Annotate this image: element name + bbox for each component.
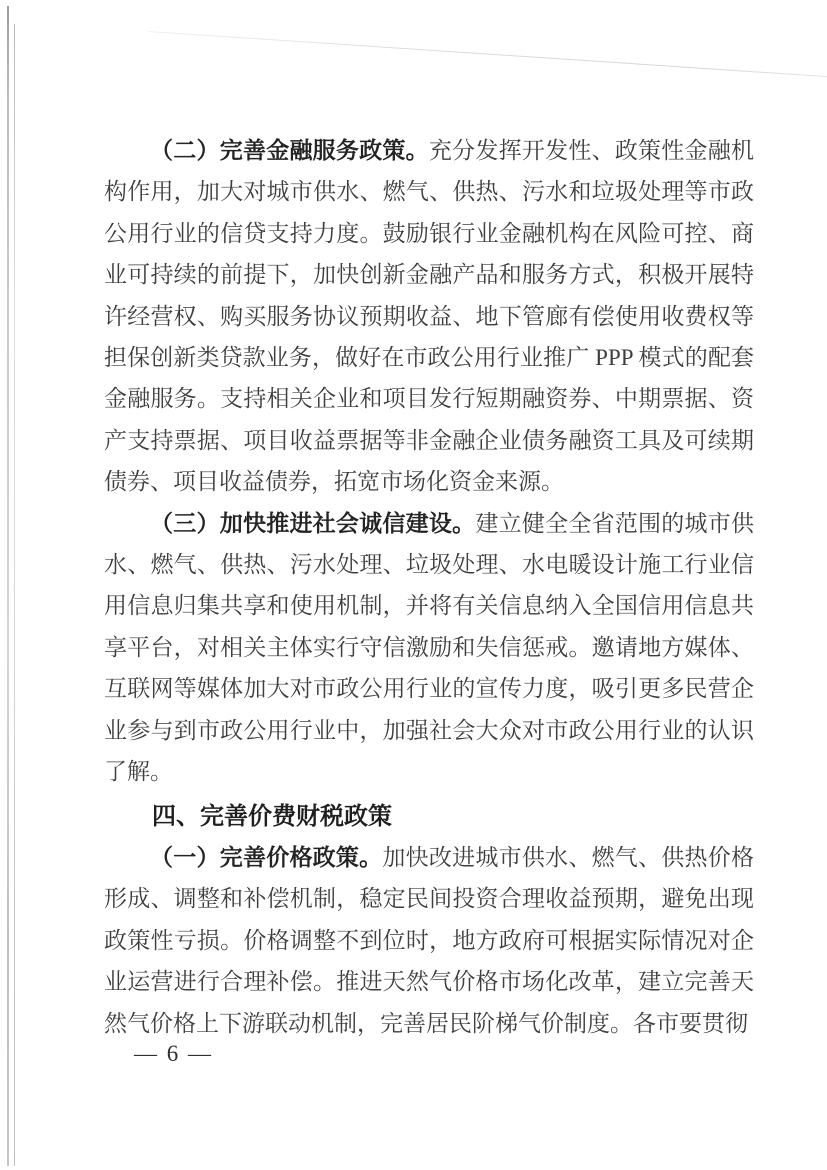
paragraph-lead-financial-services: （二）完善金融服务政策。 xyxy=(150,138,429,163)
paragraph-text-social-credit: 建立健全全省范围的城市供水、燃气、供热、污水处理、垃圾处理、水电暖设计施工行业信用信息归集共享和使用机制，并将有关信息纳入全国信用信息共享平台，对相关主体实行守信激励和失信惩戒。邀请地方媒体、互联网等媒体加大对市政公用行业的宣传力度，吸引更多民营企业参与到市政公用行业中，加强社会大众对市政公用行业的认识了解。 xyxy=(104,510,755,785)
paragraph-financial-services-policy xyxy=(104,130,754,503)
scan-edge-line-left-outer xyxy=(7,6,9,1166)
paragraph-text-price-policy: 加快改进城市供水、燃气、供热价格形成、调整和补偿机制，稳定民间投资合理收益预期，避免出现政策性亏损。价格调整不到位时，地方政府可根据实际情况对企业运营进行合理补偿。推进天然气价格市场化改革，建立完善天然气价格上下游联动机制，完善居民阶梯气价制度。各市要贯彻 xyxy=(104,844,755,1036)
paragraph-lead-price-policy: （一）完善价格政策。 xyxy=(150,844,383,870)
page-number: — 6 — xyxy=(134,1041,213,1066)
section-heading-price-fee-tax: 四、完善价费财税政策 xyxy=(152,802,392,830)
scan-streak-top xyxy=(148,31,827,78)
paragraph-text-financial-services: 充分发挥开发性、政策性金融机构作用，加大对城市供水、燃气、供热、污水和垃圾处理等市政公用行业的信贷支持力度。鼓励银行业金融机构在风险可控、商业可持续的前提下，加快创新金融产品和服务方式，积极开展特许经营权、购买服务协议预期收益、地下管廊有偿使用收费权等担保创新类贷款业务，做好在市政公用行业推广 PPP 模式的配套金融服务。支持相关企业和项目发行短期融资券、中期票据、资产支持票据、项目收益票据等非金融企业债务融资工具及可续期债券、项目收益债券，拓宽市场化资金来源。 xyxy=(104,138,755,495)
paragraph-price-policy xyxy=(104,837,754,1044)
document-body xyxy=(104,130,754,1044)
paragraph-lead-social-credit: （三）加快推进社会诚信建设。 xyxy=(150,510,476,536)
scan-edge-line-left-inner xyxy=(14,24,15,1166)
paragraph-social-credit xyxy=(104,503,754,793)
